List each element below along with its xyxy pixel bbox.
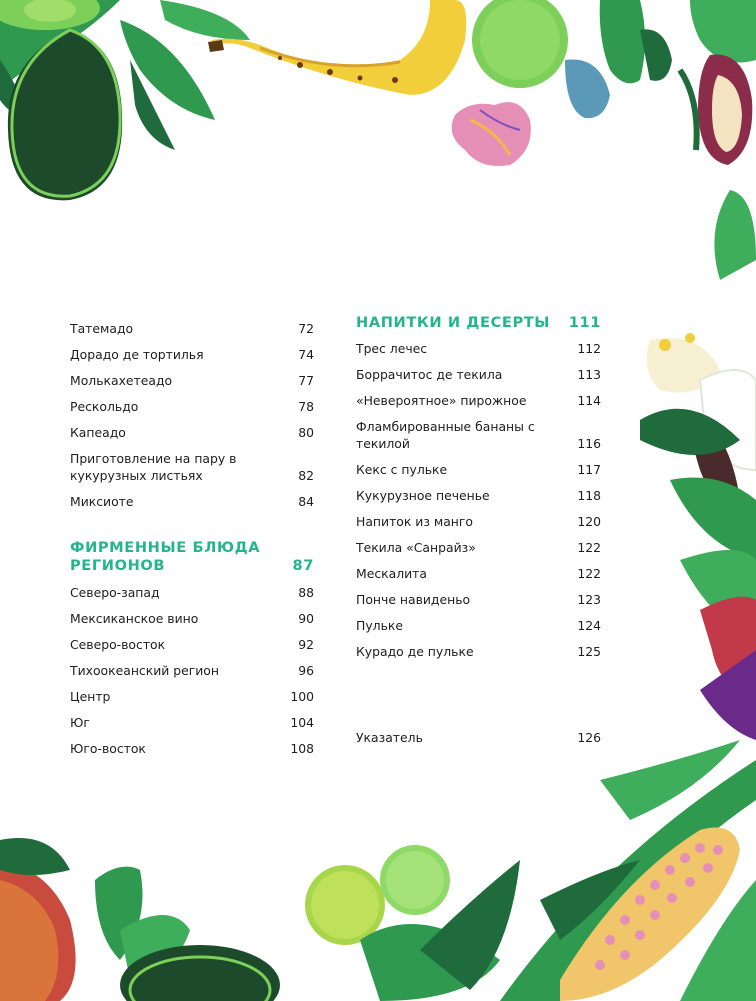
toc-left-column	[70, 316, 314, 762]
toc-entry-page: 123	[577, 592, 601, 607]
toc-section-heading[interactable]	[70, 536, 314, 580]
toc-entry[interactable]	[70, 342, 314, 368]
toc-entry-page: 112	[577, 341, 601, 356]
toc-entry-title: Пульке	[356, 618, 403, 633]
toc-entry-page: 108	[290, 741, 314, 756]
toc-entry[interactable]	[70, 736, 314, 762]
toc-entry-title: Татемадо	[70, 321, 134, 336]
toc-entry-page: 77	[298, 373, 314, 388]
cocoa-pod-icon	[680, 55, 752, 165]
section-page: 87	[292, 557, 314, 574]
toc-entry[interactable]	[356, 336, 601, 362]
toc-entry-title: Напиток из манго	[356, 514, 473, 529]
toc-entry[interactable]	[70, 632, 314, 658]
toc-entry-page: 90	[298, 611, 314, 626]
toc-entry-title: Приготовление на пару в кукурузных листьях	[70, 451, 237, 483]
toc-entry-title: Юго-восток	[70, 741, 146, 756]
toc-entry-page: 84	[298, 494, 314, 509]
toc-entry-page: 120	[577, 514, 601, 529]
section-title: НАПИТКИ И ДЕСЕРТЫ	[356, 314, 551, 331]
toc-entry-page: 74	[298, 347, 314, 362]
toc-entry-title: Кекс с пульке	[356, 462, 448, 477]
toc-entry-index[interactable]	[356, 725, 601, 751]
toc-entry[interactable]	[356, 362, 601, 388]
section-page: 111	[568, 314, 601, 331]
toc-entry-page: 104	[290, 715, 314, 730]
toc-entry-title: Северо-восток	[70, 637, 166, 652]
section-title: ФИРМЕННЫЕ БЛЮДА РЕГИОНОВ	[70, 539, 261, 574]
lime-icon	[472, 0, 568, 88]
toc-entry[interactable]	[70, 710, 314, 736]
toc-entry-title: Мексиканское вино	[70, 611, 199, 626]
toc-entry-title: Миксиоте	[70, 494, 134, 509]
toc-section-heading[interactable]	[356, 312, 601, 336]
toc-entry-page: 80	[298, 425, 314, 440]
toc-entry[interactable]	[70, 580, 314, 606]
toc-entry-page: 72	[298, 321, 314, 336]
toc-entry-page: 122	[577, 566, 601, 581]
toc-entry-title: Тихоокеанский регион	[70, 663, 219, 678]
toc-entry-page: 88	[298, 585, 314, 600]
toc-entry[interactable]	[356, 509, 601, 535]
toc-entry-page: 126	[577, 730, 601, 745]
toc-entry-page: 124	[577, 618, 601, 633]
toc-entry[interactable]	[70, 606, 314, 632]
toc-entry-page: 117	[577, 462, 601, 477]
toc-entry[interactable]	[356, 535, 601, 561]
toc-entry-title: Понче навиденьо	[356, 592, 471, 607]
toc-entry-page: 114	[577, 393, 601, 408]
toc-entry[interactable]	[70, 446, 314, 489]
toc-entry[interactable]	[70, 658, 314, 684]
toc-entry[interactable]	[70, 316, 314, 342]
toc-entry-page: 82	[298, 468, 314, 483]
toc-entry-title: Мескалита	[356, 566, 427, 581]
toc-entry-title: Текила «Санрайз»	[356, 540, 476, 555]
toc-entry-title: Северо-запад	[70, 585, 160, 600]
toc-entry-title: Трес лечес	[356, 341, 428, 356]
lime-icon	[305, 845, 520, 1001]
toc-entry-page: 125	[577, 644, 601, 659]
toc-entry-page: 100	[290, 689, 314, 704]
toc-entry[interactable]	[356, 587, 601, 613]
toc-entry-title: Юг	[70, 715, 90, 730]
toc-entry-title: «Невероятное» пирожное	[356, 393, 527, 408]
toc-entry-title: Молькахетеадо	[70, 373, 173, 388]
toc-entry[interactable]	[356, 388, 601, 414]
toc-entry[interactable]	[356, 561, 601, 587]
toc-entry-title: Капеадо	[70, 425, 126, 440]
toc-entry-page: 122	[577, 540, 601, 555]
toc-entry[interactable]	[70, 684, 314, 710]
toc-entry-title: Указатель	[356, 730, 423, 745]
toc-entry[interactable]	[356, 483, 601, 509]
toc-entry[interactable]	[70, 394, 314, 420]
toc-entry[interactable]	[356, 457, 601, 483]
toc-entry-page: 92	[298, 637, 314, 652]
toc-entry-title: Дорадо де тортилья	[70, 347, 204, 362]
mango-icon	[0, 860, 76, 1001]
banana-icon	[208, 0, 466, 95]
toc-entry-title: Боррачитос де текила	[356, 367, 503, 382]
toc-entry-title: Центр	[70, 689, 111, 704]
toc-entry[interactable]	[356, 639, 601, 665]
toc-entry[interactable]	[356, 613, 601, 639]
toc-entry[interactable]	[70, 420, 314, 446]
toc-entry-title: Рескольдо	[70, 399, 139, 414]
toc-entry-title: Курадо де пульке	[356, 644, 474, 659]
toc-entry-page: 113	[577, 367, 601, 382]
flower-icon	[452, 102, 531, 166]
toc-entry-page: 118	[577, 488, 601, 503]
toc-right-column	[356, 312, 601, 751]
vanilla-flower-icon	[640, 190, 756, 740]
toc-entry[interactable]	[70, 368, 314, 394]
toc-entry-page: 96	[298, 663, 314, 678]
toc-entry-page: 116	[577, 436, 601, 451]
toc-entry[interactable]	[70, 489, 314, 515]
spacer	[356, 665, 601, 725]
toc-entry-title: Фламбированные бананы с текилой	[356, 419, 535, 451]
toc-entry-title: Кукурузное печенье	[356, 488, 490, 503]
toc-entry[interactable]	[356, 414, 601, 457]
toc-entry-page: 78	[298, 399, 314, 414]
